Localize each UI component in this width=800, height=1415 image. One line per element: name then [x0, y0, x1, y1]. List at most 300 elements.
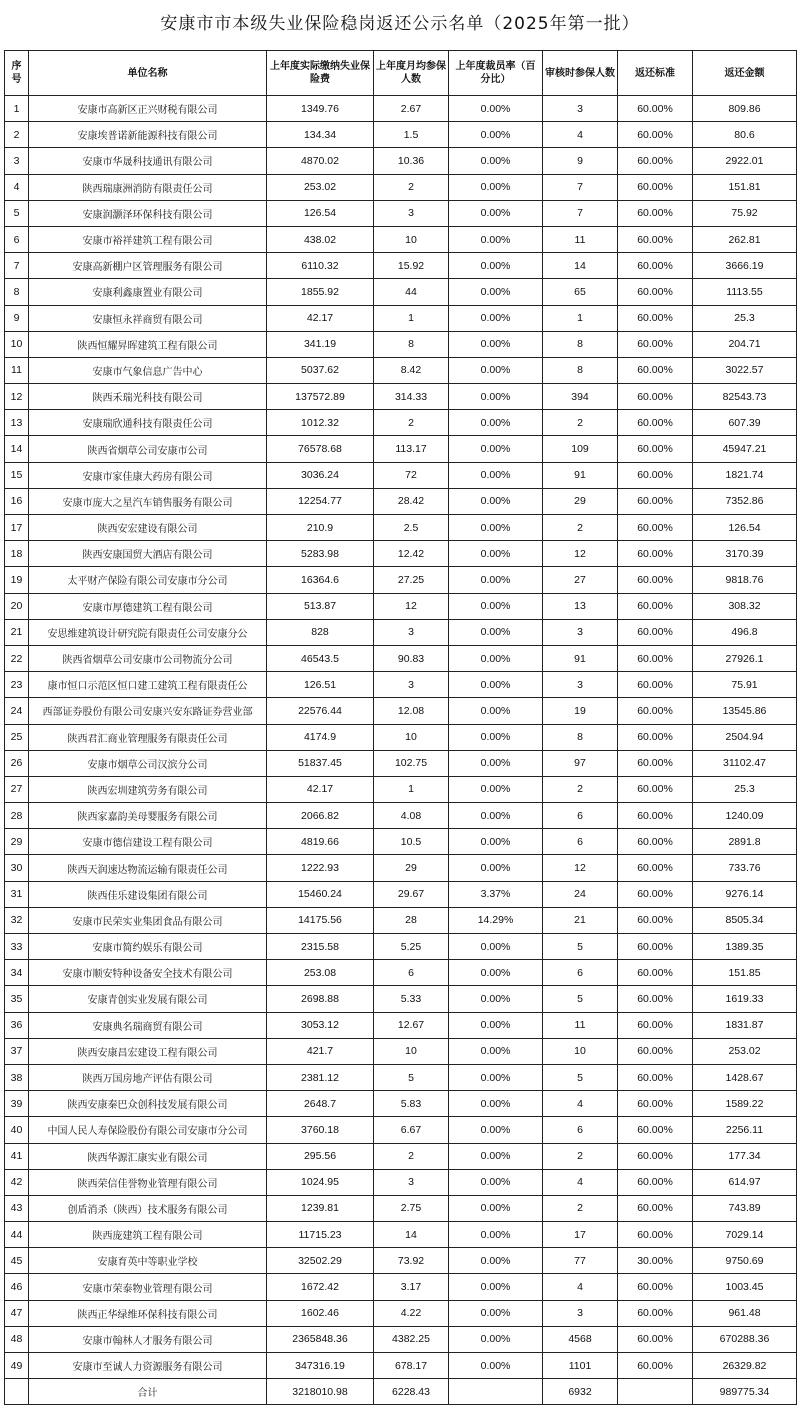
cell-refund-rate: 60.00% — [618, 541, 693, 567]
cell-avg-insured: 2.75 — [374, 1195, 449, 1221]
cell-premium: 210.9 — [267, 515, 374, 541]
cell-refund-amount: 733.76 — [693, 855, 797, 881]
table-row — [5, 148, 797, 174]
cell-refund-amount: 151.85 — [693, 960, 797, 986]
cell-avg-insured: 28.42 — [374, 488, 449, 514]
cell-audit-insured: 1101 — [543, 1353, 618, 1379]
cell-layoff-rate: 0.00% — [449, 593, 543, 619]
table-row — [5, 279, 797, 305]
cell-audit-insured: 3 — [543, 672, 618, 698]
cell-audit-insured: 5 — [543, 986, 618, 1012]
cell-avg-insured: 678.17 — [374, 1353, 449, 1379]
cell-audit-insured: 7 — [543, 200, 618, 226]
cell-refund-amount: 9750.69 — [693, 1248, 797, 1274]
cell-refund-amount: 45947.21 — [693, 436, 797, 462]
cell-refund-amount: 1619.33 — [693, 986, 797, 1012]
cell-audit-insured: 6 — [543, 829, 618, 855]
cell-refund-rate: 60.00% — [618, 410, 693, 436]
table-row — [5, 1038, 797, 1064]
cell-index: 2 — [5, 122, 29, 148]
cell-audit-insured: 17 — [543, 1222, 618, 1248]
cell-premium: 5037.62 — [267, 357, 374, 383]
cell-layoff-rate: 0.00% — [449, 750, 543, 776]
cell-refund-amount: 177.34 — [693, 1143, 797, 1169]
cell-company-name: 安康恒永祥商贸有限公司 — [29, 305, 267, 331]
cell-layoff-rate: 0.00% — [449, 1248, 543, 1274]
cell-layoff-rate: 0.00% — [449, 1143, 543, 1169]
cell-refund-amount: 2922.01 — [693, 148, 797, 174]
cell-layoff-rate: 0.00% — [449, 829, 543, 855]
cell-avg-insured: 3 — [374, 619, 449, 645]
cell-avg-insured: 14 — [374, 1222, 449, 1248]
cell-audit-insured: 14 — [543, 253, 618, 279]
table-row — [5, 1222, 797, 1248]
table-row — [5, 488, 797, 514]
cell-layoff-rate: 0.00% — [449, 960, 543, 986]
cell-refund-rate: 60.00% — [618, 1326, 693, 1352]
cell-premium: 137572.89 — [267, 384, 374, 410]
cell-avg-insured: 2 — [374, 1143, 449, 1169]
cell-refund-amount: 31102.47 — [693, 750, 797, 776]
cell-avg-insured: 1.5 — [374, 122, 449, 148]
cell-refund-rate: 60.00% — [618, 226, 693, 252]
cell-refund-rate: 60.00% — [618, 960, 693, 986]
cell-company-name: 陕西安宏建设有限公司 — [29, 515, 267, 541]
cell-layoff-rate: 0.00% — [449, 803, 543, 829]
cell-avg-insured: 6 — [374, 960, 449, 986]
cell-refund-rate: 60.00% — [618, 672, 693, 698]
cell-premium: 1602.46 — [267, 1300, 374, 1326]
cell-premium: 2066.82 — [267, 803, 374, 829]
cell-refund-amount: 75.92 — [693, 200, 797, 226]
cell-refund-rate: 60.00% — [618, 1064, 693, 1090]
cell-refund-amount: 1821.74 — [693, 462, 797, 488]
cell-company-name: 陕西荣信佳誉物业管理有限公司 — [29, 1169, 267, 1195]
total-row — [5, 1379, 797, 1405]
table-row — [5, 1012, 797, 1038]
cell-company-name: 安康市烟草公司汉滨分公司 — [29, 750, 267, 776]
cell-avg-insured: 314.33 — [374, 384, 449, 410]
cell-audit-insured: 8 — [543, 331, 618, 357]
table-row — [5, 410, 797, 436]
cell-audit-insured: 4 — [543, 122, 618, 148]
cell-refund-amount: 126.54 — [693, 515, 797, 541]
cell-index: 12 — [5, 384, 29, 410]
table-row — [5, 1248, 797, 1274]
cell-company-name: 陕西天润速达物流运输有限责任公司 — [29, 855, 267, 881]
cell-refund-amount: 2256.11 — [693, 1117, 797, 1143]
cell-company-name: 陕西安康国贸大酒店有限公司 — [29, 541, 267, 567]
table-body — [5, 96, 797, 1379]
table-row — [5, 174, 797, 200]
cell-refund-amount: 961.48 — [693, 1300, 797, 1326]
cell-refund-rate: 60.00% — [618, 698, 693, 724]
table-row — [5, 593, 797, 619]
cell-refund-rate: 60.00% — [618, 855, 693, 881]
cell-avg-insured: 10.5 — [374, 829, 449, 855]
cell-company-name: 安康市民荣实业集团食品有限公司 — [29, 907, 267, 933]
cell-company-name: 安康市气象信息广告中心 — [29, 357, 267, 383]
cell-company-name: 陕西庞建筑工程有限公司 — [29, 1222, 267, 1248]
cell-refund-amount: 151.81 — [693, 174, 797, 200]
table-row — [5, 645, 797, 671]
cell-layoff-rate: 0.00% — [449, 488, 543, 514]
table-row — [5, 515, 797, 541]
cell-company-name: 陕西华源汇康实业有限公司 — [29, 1143, 267, 1169]
cell-refund-rate: 60.00% — [618, 200, 693, 226]
cell-layoff-rate: 0.00% — [449, 357, 543, 383]
table-row — [5, 803, 797, 829]
cell-audit-insured: 12 — [543, 855, 618, 881]
cell-premium: 2315.58 — [267, 934, 374, 960]
cell-index: 29 — [5, 829, 29, 855]
cell-layoff-rate: 0.00% — [449, 672, 543, 698]
cell-layoff-rate: 0.00% — [449, 226, 543, 252]
cell-index: 37 — [5, 1038, 29, 1064]
cell-audit-insured: 8 — [543, 357, 618, 383]
cell-audit-insured: 3 — [543, 1300, 618, 1326]
cell-avg-insured: 4.22 — [374, 1300, 449, 1326]
cell-index: 14 — [5, 436, 29, 462]
cell-company-name: 陕西家嘉韵美母婴服务有限公司 — [29, 803, 267, 829]
cell-company-name: 安康市高新区正兴财税有限公司 — [29, 96, 267, 122]
cell-index: 44 — [5, 1222, 29, 1248]
cell-audit-insured: 4 — [543, 1274, 618, 1300]
cell-index: 25 — [5, 724, 29, 750]
cell-avg-insured: 102.75 — [374, 750, 449, 776]
cell-index: 7 — [5, 253, 29, 279]
cell-index: 32 — [5, 907, 29, 933]
cell-avg-insured: 10 — [374, 1038, 449, 1064]
cell-premium: 1024.95 — [267, 1169, 374, 1195]
cell-premium: 16364.6 — [267, 567, 374, 593]
cell-audit-insured: 6 — [543, 1117, 618, 1143]
cell-index: 26 — [5, 750, 29, 776]
table-row — [5, 357, 797, 383]
table-row — [5, 724, 797, 750]
cell-refund-amount: 496.8 — [693, 619, 797, 645]
cell-layoff-rate: 0.00% — [449, 567, 543, 593]
cell-premium: 51837.45 — [267, 750, 374, 776]
cell-premium: 1012.32 — [267, 410, 374, 436]
cell-premium: 126.54 — [267, 200, 374, 226]
table-row — [5, 1091, 797, 1117]
cell-avg-insured: 6.67 — [374, 1117, 449, 1143]
cell-layoff-rate: 0.00% — [449, 776, 543, 802]
cell-premium: 438.02 — [267, 226, 374, 252]
cell-premium: 2365848.36 — [267, 1326, 374, 1352]
cell-refund-rate: 60.00% — [618, 1222, 693, 1248]
cell-audit-insured: 21 — [543, 907, 618, 933]
cell-refund-amount: 1428.67 — [693, 1064, 797, 1090]
cell-premium: 421.7 — [267, 1038, 374, 1064]
cell-audit-insured: 7 — [543, 174, 618, 200]
cell-company-name: 陕西瑞康洲消防有限责任公司 — [29, 174, 267, 200]
cell-refund-amount: 82543.73 — [693, 384, 797, 410]
cell-company-name: 西部证券股份有限公司安康兴安东路证券营业部 — [29, 698, 267, 724]
cell-refund-amount: 75.91 — [693, 672, 797, 698]
cell-avg-insured: 3.17 — [374, 1274, 449, 1300]
cell-refund-rate: 60.00% — [618, 776, 693, 802]
cell-index: 10 — [5, 331, 29, 357]
cell-refund-rate: 60.00% — [618, 96, 693, 122]
cell-refund-amount: 7029.14 — [693, 1222, 797, 1248]
cell-audit-insured: 29 — [543, 488, 618, 514]
cell-index: 18 — [5, 541, 29, 567]
cell-refund-amount: 27926.1 — [693, 645, 797, 671]
cell-index: 48 — [5, 1326, 29, 1352]
table-row — [5, 1300, 797, 1326]
cell-layoff-rate: 0.00% — [449, 645, 543, 671]
cell-layoff-rate: 0.00% — [449, 122, 543, 148]
cell-avg-insured: 72 — [374, 462, 449, 488]
cell-audit-insured: 19 — [543, 698, 618, 724]
cell-layoff-rate: 0.00% — [449, 1300, 543, 1326]
cell-audit-insured: 5 — [543, 1064, 618, 1090]
table-row — [5, 436, 797, 462]
total-premium: 3218010.98 — [267, 1379, 374, 1405]
table-row — [5, 1353, 797, 1379]
cell-audit-insured: 91 — [543, 645, 618, 671]
cell-company-name: 安康市简约娱乐有限公司 — [29, 934, 267, 960]
cell-avg-insured: 73.92 — [374, 1248, 449, 1274]
cell-refund-amount: 26329.82 — [693, 1353, 797, 1379]
cell-avg-insured: 12.67 — [374, 1012, 449, 1038]
cell-premium: 253.08 — [267, 960, 374, 986]
table-row — [5, 1064, 797, 1090]
cell-avg-insured: 3 — [374, 200, 449, 226]
cell-company-name: 安康市翰林人才服务有限公司 — [29, 1326, 267, 1352]
cell-avg-insured: 12.42 — [374, 541, 449, 567]
cell-index: 22 — [5, 645, 29, 671]
cell-index: 45 — [5, 1248, 29, 1274]
cell-refund-rate: 60.00% — [618, 803, 693, 829]
cell-index: 8 — [5, 279, 29, 305]
cell-refund-rate: 60.00% — [618, 331, 693, 357]
cell-avg-insured: 5 — [374, 1064, 449, 1090]
cell-avg-insured: 10 — [374, 724, 449, 750]
cell-refund-rate: 60.00% — [618, 122, 693, 148]
cell-index: 15 — [5, 462, 29, 488]
cell-index: 20 — [5, 593, 29, 619]
cell-index: 38 — [5, 1064, 29, 1090]
table-row — [5, 1169, 797, 1195]
cell-refund-amount: 308.32 — [693, 593, 797, 619]
cell-layoff-rate: 0.00% — [449, 174, 543, 200]
table-row — [5, 619, 797, 645]
cell-refund-rate: 60.00% — [618, 515, 693, 541]
cell-layoff-rate: 0.00% — [449, 305, 543, 331]
cell-company-name: 安思维建筑设计研究院有限责任公司安康分公 — [29, 619, 267, 645]
cell-company-name: 安康瑞欣通科技有限责任公司 — [29, 410, 267, 436]
cell-premium: 2698.88 — [267, 986, 374, 1012]
cell-refund-rate: 60.00% — [618, 619, 693, 645]
cell-premium: 5283.98 — [267, 541, 374, 567]
cell-refund-rate: 60.00% — [618, 462, 693, 488]
cell-premium: 1855.92 — [267, 279, 374, 305]
cell-avg-insured: 113.17 — [374, 436, 449, 462]
table-row — [5, 750, 797, 776]
table-row — [5, 829, 797, 855]
cell-refund-rate: 60.00% — [618, 593, 693, 619]
cell-audit-insured: 3 — [543, 96, 618, 122]
cell-index: 11 — [5, 357, 29, 383]
cell-premium: 126.51 — [267, 672, 374, 698]
total-label: 合计 — [29, 1379, 267, 1405]
cell-audit-insured: 5 — [543, 934, 618, 960]
cell-layoff-rate: 0.00% — [449, 1091, 543, 1117]
cell-audit-insured: 2 — [543, 515, 618, 541]
cell-refund-amount: 3022.57 — [693, 357, 797, 383]
cell-audit-insured: 2 — [543, 1195, 618, 1221]
table-row — [5, 907, 797, 933]
cell-layoff-rate: 0.00% — [449, 1064, 543, 1090]
cell-avg-insured: 12.08 — [374, 698, 449, 724]
total-avg-insured: 6228.43 — [374, 1379, 449, 1405]
header-refund-amount: 返还金额 — [693, 51, 797, 96]
table-row — [5, 541, 797, 567]
header-avg-insured: 上年度月均参保人数 — [374, 51, 449, 96]
cell-refund-rate: 60.00% — [618, 1038, 693, 1064]
cell-audit-insured: 24 — [543, 881, 618, 907]
cell-avg-insured: 3 — [374, 672, 449, 698]
table-row — [5, 1274, 797, 1300]
cell-company-name: 陕西省烟草公司安康市公司 — [29, 436, 267, 462]
cell-company-name: 安康市德信建设工程有限公司 — [29, 829, 267, 855]
cell-audit-insured: 1 — [543, 305, 618, 331]
cell-company-name: 安康埃普诺新能源科技有限公司 — [29, 122, 267, 148]
cell-company-name: 陕西禾瑞光科技有限公司 — [29, 384, 267, 410]
cell-company-name: 陕西安康昌宏建设工程有限公司 — [29, 1038, 267, 1064]
cell-audit-insured: 4 — [543, 1091, 618, 1117]
cell-audit-insured: 3 — [543, 619, 618, 645]
cell-layoff-rate: 0.00% — [449, 724, 543, 750]
cell-company-name: 安康利鑫康置业有限公司 — [29, 279, 267, 305]
cell-company-name: 陕西安康秦巴众创科技发展有限公司 — [29, 1091, 267, 1117]
cell-premium: 253.02 — [267, 174, 374, 200]
cell-refund-rate: 60.00% — [618, 1091, 693, 1117]
cell-premium: 134.34 — [267, 122, 374, 148]
table-row — [5, 331, 797, 357]
cell-layoff-rate: 0.00% — [449, 1274, 543, 1300]
cell-index: 46 — [5, 1274, 29, 1300]
table-row — [5, 1117, 797, 1143]
cell-refund-amount: 1003.45 — [693, 1274, 797, 1300]
cell-company-name: 陕西恒耀昇晖建筑工程有限公司 — [29, 331, 267, 357]
cell-refund-rate: 60.00% — [618, 750, 693, 776]
cell-refund-amount: 204.71 — [693, 331, 797, 357]
cell-audit-insured: 9 — [543, 148, 618, 174]
cell-layoff-rate: 0.00% — [449, 515, 543, 541]
cell-refund-amount: 7352.86 — [693, 488, 797, 514]
cell-avg-insured: 5.25 — [374, 934, 449, 960]
cell-avg-insured: 2 — [374, 174, 449, 200]
cell-avg-insured: 29.67 — [374, 881, 449, 907]
cell-refund-amount: 253.02 — [693, 1038, 797, 1064]
header-refund-rate: 返还标准 — [618, 51, 693, 96]
cell-layoff-rate: 0.00% — [449, 462, 543, 488]
cell-layoff-rate: 0.00% — [449, 855, 543, 881]
cell-refund-rate: 60.00% — [618, 1300, 693, 1326]
cell-refund-amount: 8505.34 — [693, 907, 797, 933]
cell-index: 23 — [5, 672, 29, 698]
cell-avg-insured: 8.42 — [374, 357, 449, 383]
table-row — [5, 462, 797, 488]
cell-refund-amount: 670288.36 — [693, 1326, 797, 1352]
cell-avg-insured: 2 — [374, 410, 449, 436]
cell-audit-insured: 394 — [543, 384, 618, 410]
cell-audit-insured: 109 — [543, 436, 618, 462]
table-row — [5, 1143, 797, 1169]
cell-index: 30 — [5, 855, 29, 881]
cell-audit-insured: 4 — [543, 1169, 618, 1195]
cell-layoff-rate: 0.00% — [449, 279, 543, 305]
cell-premium: 828 — [267, 619, 374, 645]
cell-company-name: 安康市荣泰物业管理有限公司 — [29, 1274, 267, 1300]
cell-refund-amount: 2891.8 — [693, 829, 797, 855]
cell-layoff-rate: 0.00% — [449, 200, 543, 226]
cell-audit-insured: 8 — [543, 724, 618, 750]
cell-refund-amount: 1831.87 — [693, 1012, 797, 1038]
cell-refund-amount: 614.97 — [693, 1169, 797, 1195]
cell-avg-insured: 10.36 — [374, 148, 449, 174]
cell-premium: 2381.12 — [267, 1064, 374, 1090]
cell-index: 21 — [5, 619, 29, 645]
cell-avg-insured: 1 — [374, 305, 449, 331]
cell-refund-rate: 60.00% — [618, 1117, 693, 1143]
cell-refund-rate: 60.00% — [618, 1143, 693, 1169]
cell-company-name: 陕西万国房地产评估有限公司 — [29, 1064, 267, 1090]
total-refund-rate — [618, 1379, 693, 1405]
cell-avg-insured: 3 — [374, 1169, 449, 1195]
cell-company-name: 陕西佳乐建设集团有限公司 — [29, 881, 267, 907]
header-premium: 上年度实际缴纳失业保险费 — [267, 51, 374, 96]
cell-premium: 295.56 — [267, 1143, 374, 1169]
cell-refund-amount: 13545.86 — [693, 698, 797, 724]
cell-refund-rate: 60.00% — [618, 881, 693, 907]
table-row — [5, 672, 797, 698]
cell-company-name: 安康青创实业发展有限公司 — [29, 986, 267, 1012]
cell-refund-rate: 60.00% — [618, 986, 693, 1012]
cell-refund-rate: 60.00% — [618, 934, 693, 960]
cell-avg-insured: 29 — [374, 855, 449, 881]
cell-refund-rate: 60.00% — [618, 567, 693, 593]
cell-avg-insured: 2.67 — [374, 96, 449, 122]
cell-audit-insured: 27 — [543, 567, 618, 593]
cell-avg-insured: 15.92 — [374, 253, 449, 279]
cell-index: 35 — [5, 986, 29, 1012]
cell-avg-insured: 10 — [374, 226, 449, 252]
cell-premium: 46543.5 — [267, 645, 374, 671]
total-refund-amount: 989775.34 — [693, 1379, 797, 1405]
cell-layoff-rate: 14.29% — [449, 907, 543, 933]
cell-refund-amount: 9818.76 — [693, 567, 797, 593]
cell-avg-insured: 4.08 — [374, 803, 449, 829]
cell-audit-insured: 12 — [543, 541, 618, 567]
cell-index: 34 — [5, 960, 29, 986]
table-row — [5, 855, 797, 881]
cell-refund-amount: 2504.94 — [693, 724, 797, 750]
cell-index: 36 — [5, 1012, 29, 1038]
cell-avg-insured: 4382.25 — [374, 1326, 449, 1352]
cell-index: 31 — [5, 881, 29, 907]
cell-company-name: 安康润灏泽环保科技有限公司 — [29, 200, 267, 226]
cell-company-name: 陕西宏圳建筑劳务有限公司 — [29, 776, 267, 802]
cell-avg-insured: 90.83 — [374, 645, 449, 671]
cell-layoff-rate: 0.00% — [449, 1326, 543, 1352]
cell-refund-amount: 262.81 — [693, 226, 797, 252]
table-row — [5, 226, 797, 252]
